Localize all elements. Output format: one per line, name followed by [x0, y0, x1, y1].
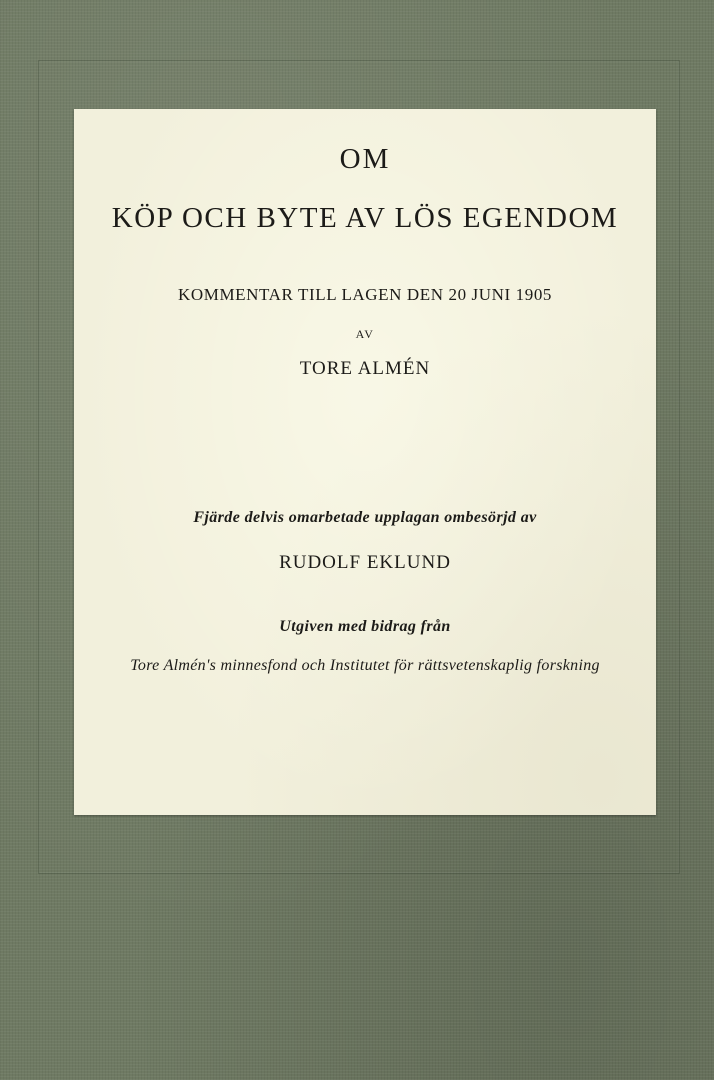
editor-name: RUDOLF EKLUND [279, 552, 451, 573]
book-title: KÖP OCH BYTE AV LÖS EGENDOM [111, 202, 619, 234]
institutions-line: Tore Almén's minnesfond och Institutet för rättsvetenskaplig forskning [130, 657, 600, 674]
book-subtitle: KOMMENTAR TILL LAGEN DEN 20 JUNI 1905 [177, 285, 553, 304]
support-note: Utgiven med bidrag från [279, 618, 451, 635]
title-preposition: OM [339, 143, 391, 175]
by-line: AV [355, 327, 375, 341]
edition-note: Fjärde delvis omarbetade upplagan ombesörjd av [193, 509, 537, 526]
author-name: TORE ALMÉN [299, 358, 431, 379]
title-label [74, 109, 656, 815]
